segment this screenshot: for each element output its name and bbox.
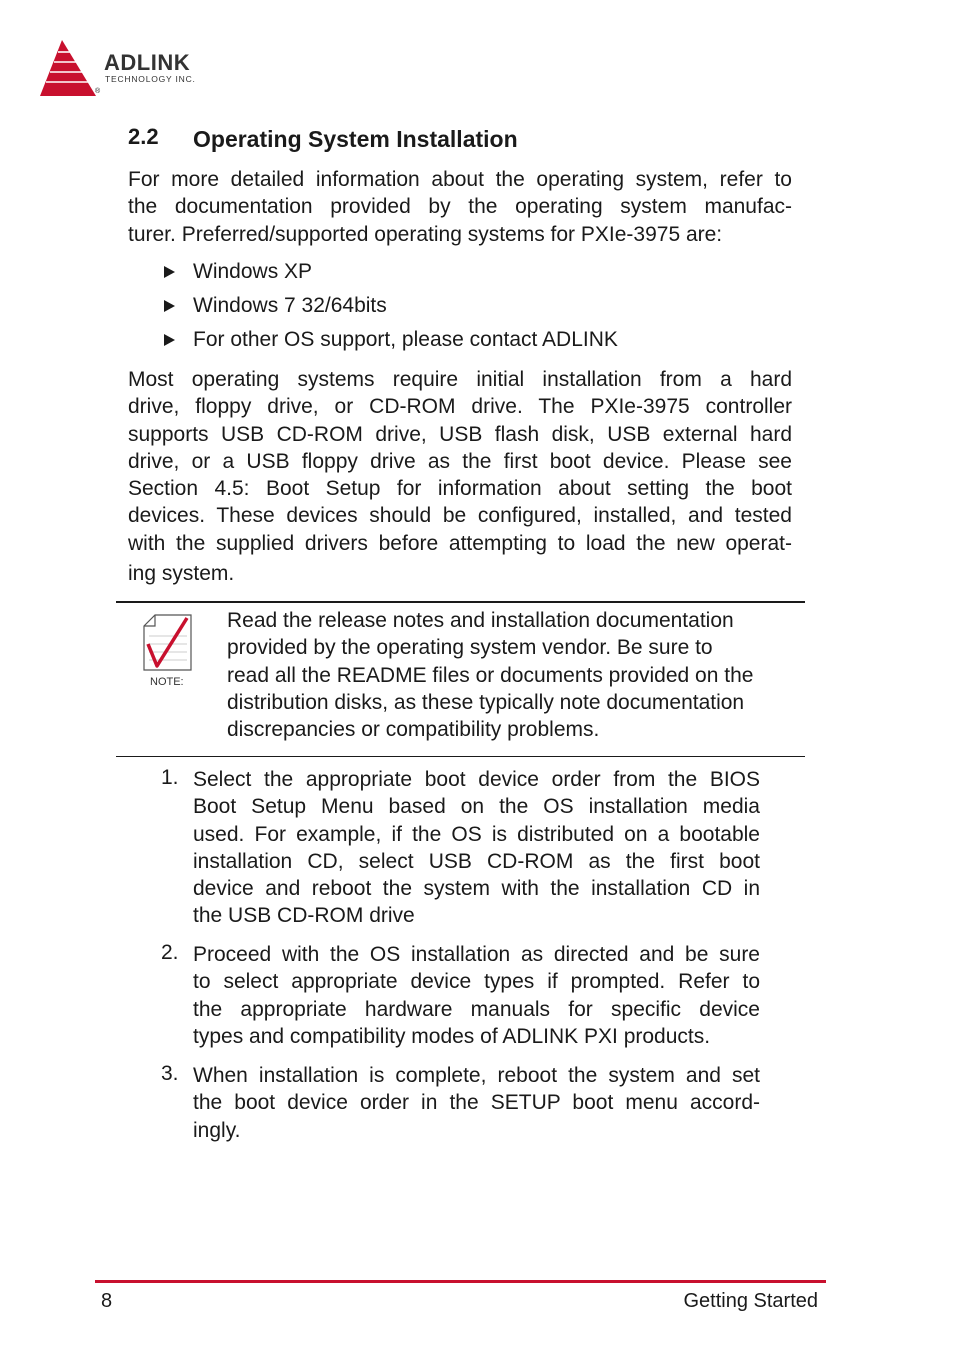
bullet-arrow-icon — [164, 266, 175, 278]
step-line: When installation is complete, reboot the system and set — [193, 1064, 760, 1087]
section-title: Operating System Installation — [193, 126, 518, 152]
bullet-text: For other OS support, please contact ADLINK — [193, 328, 618, 351]
bullet-text: Windows XP — [193, 260, 313, 283]
intro-line: For more detailed information about the operating system, refer to — [128, 168, 792, 191]
note-line: provided by the operating system vendor. Be sure to — [227, 636, 713, 660]
registered-mark: ® — [95, 88, 101, 95]
body-line: Most operating systems require initial installation from a hard — [128, 368, 792, 391]
step-line: used. For example, if the OS is distributed on a bootable — [193, 822, 760, 846]
note-line: discrepancies or compatibility problems. — [227, 718, 600, 742]
step-line: installation CD, select USB CD-ROM as the first boot — [193, 849, 760, 873]
note-label: NOTE: — [150, 676, 184, 688]
note-icon — [143, 614, 193, 686]
body-line: drive, floppy drive, or CD-ROM drive. The PXIe-3975 controller — [128, 395, 792, 419]
intro-line: turer. Preferred/supported operating systems for PXIe-3975 are: — [128, 222, 723, 246]
body-line: ing system. — [128, 562, 235, 586]
step-text — [193, 766, 760, 930]
note-line: Read the release notes and installation documentation — [227, 609, 734, 632]
footer-chapter-title: Getting Started — [683, 1290, 818, 1312]
body-line: drive, or a USB floppy drive as the first boot device. Please see — [128, 449, 792, 473]
intro-line: the documentation provided by the operating system manufac- — [128, 195, 792, 219]
step-text — [193, 1062, 760, 1144]
bullet-arrow-icon — [164, 334, 175, 346]
bullet-arrow-icon — [164, 300, 175, 312]
body-line: supports USB CD-ROM drive, USB flash disk, USB external hard — [128, 422, 792, 446]
page-number: 8 — [101, 1290, 113, 1312]
logo-subtext: TECHNOLOGY INC. — [105, 74, 196, 84]
step-line: the boot device order in the SETUP boot menu accord- — [193, 1091, 760, 1115]
intro-paragraph — [128, 166, 792, 248]
note-bottom-rule — [116, 756, 805, 757]
step-line: Boot Setup Menu based on the OS installation media — [193, 795, 760, 819]
step-line: Select the appropriate boot device order from the BIOS — [193, 768, 760, 791]
note-line: distribution disks, as these typically note documentation — [227, 690, 745, 714]
body-paragraph — [128, 366, 792, 587]
section-number: 2.2 — [128, 124, 159, 149]
note-top-rule — [116, 601, 805, 603]
step-line: device and reboot the system with the installation CD in — [193, 877, 760, 901]
step-line: types and compatibility modes of ADLINK PXI products. — [193, 1024, 711, 1048]
note-text — [227, 607, 753, 743]
step-number: 2. — [161, 941, 179, 964]
body-line: Section 4.5: Boot Setup for information about setting the boot — [128, 477, 792, 501]
bullet-text: Windows 7 32/64bits — [193, 294, 387, 317]
step-line: ingly. — [193, 1118, 241, 1142]
step-number: 1. — [161, 766, 179, 789]
step-number: 3. — [161, 1062, 179, 1085]
step-line: to select appropriate device types if prompted. Refer to — [193, 970, 760, 994]
body-line: devices. These devices should be configured, installed, and tested — [128, 504, 792, 528]
step-line: the USB CD-ROM drive — [193, 904, 415, 928]
step-line: the appropriate hardware manuals for specific device — [193, 997, 760, 1021]
checkmark-document-icon — [143, 614, 193, 674]
step-text — [193, 941, 760, 1050]
adlink-logo — [38, 38, 238, 98]
logo-wordmark: ADLINK — [104, 50, 191, 75]
step-line: Proceed with the OS installation as directed and be sure — [193, 943, 760, 966]
note-line: read all the README files or documents provided on the — [227, 663, 754, 687]
footer-rule — [95, 1280, 826, 1283]
body-line: with the supplied drivers before attempting to load the new operat- — [128, 531, 792, 555]
adlink-triangle-icon — [38, 38, 100, 98]
